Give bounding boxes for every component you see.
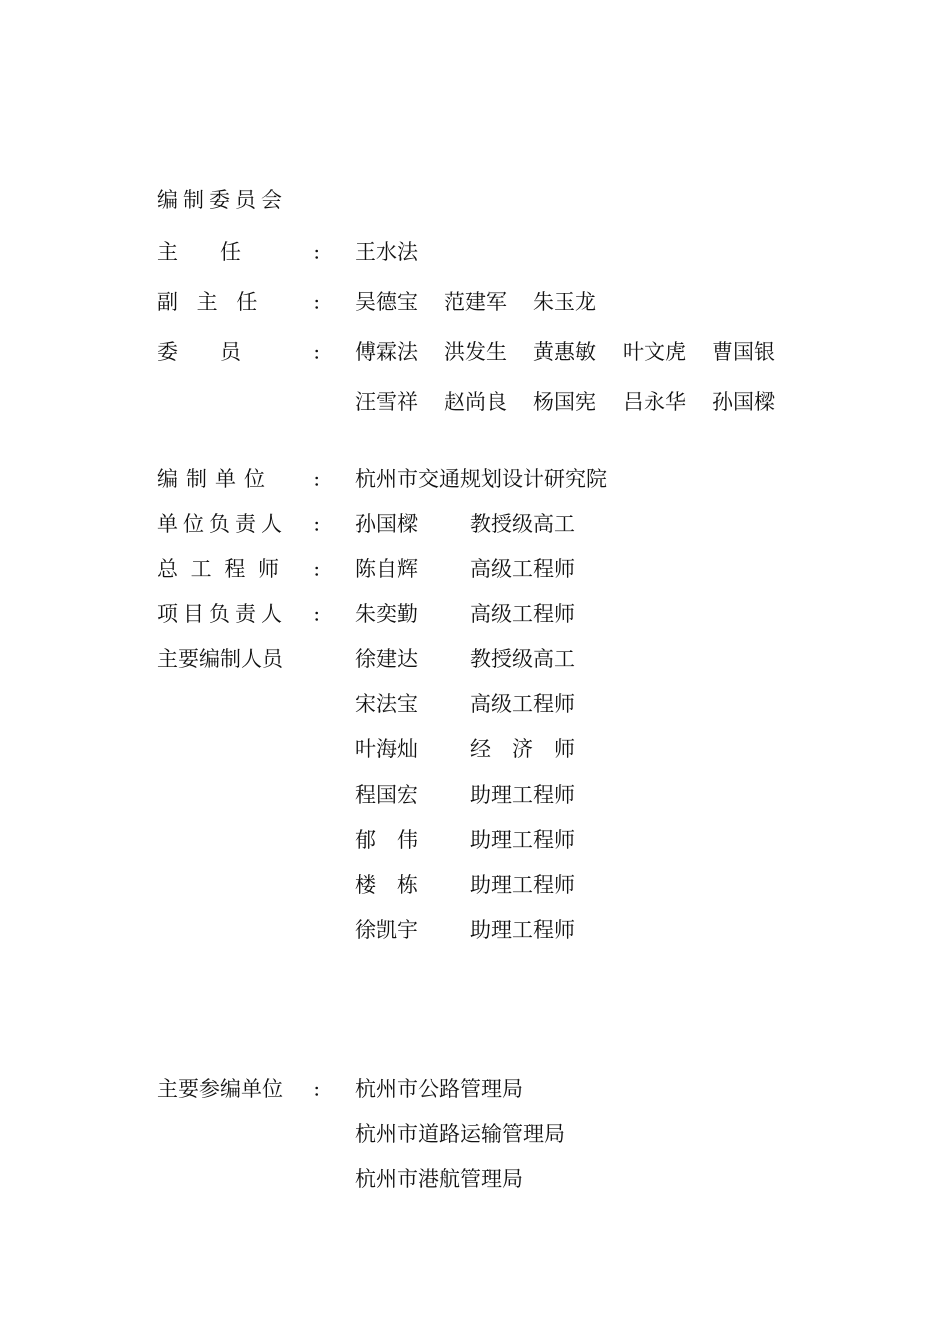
deputy-colon: ：	[313, 294, 330, 313]
participants-colon: ：	[313, 1081, 330, 1100]
participants-label: 主要参编单位	[157, 1077, 283, 1101]
role-colon: ：	[313, 561, 330, 580]
staff-name: 郁 伟	[355, 828, 418, 852]
staff-title: 高级工程师	[470, 692, 575, 716]
staff-label: 主要编制人员	[157, 647, 283, 671]
member-name: 赵尚良	[444, 390, 507, 414]
members-colon: ：	[313, 344, 330, 363]
director-name: 王水法	[355, 240, 418, 264]
deputy-name: 吴德宝	[355, 290, 418, 314]
member-name: 吕永华	[623, 390, 686, 414]
member-name: 杨国宪	[533, 390, 596, 414]
member-name: 黄惠敏	[533, 340, 596, 364]
role-person: 孙国樑	[355, 512, 418, 536]
deputy-label: 副 主 任	[157, 290, 264, 314]
role-title: 高级工程师	[470, 557, 575, 581]
role-person: 陈自辉	[355, 557, 418, 581]
committee-title: 编制委员会	[157, 188, 287, 212]
member-name: 叶文虎	[623, 340, 686, 364]
director-label: 主 任	[157, 240, 241, 264]
staff-name: 宋法宝	[355, 692, 418, 716]
staff-name: 徐凯宇	[355, 918, 418, 942]
role-title: 高级工程师	[470, 602, 575, 626]
role-colon: ：	[313, 606, 330, 625]
unit-name: 杭州市交通规划设计研究院	[355, 467, 607, 491]
role-person: 朱奕勤	[355, 602, 418, 626]
role-label: 单位负责人	[157, 512, 287, 536]
staff-name: 楼 栋	[355, 873, 418, 897]
member-name: 洪发生	[444, 340, 507, 364]
staff-title: 助理工程师	[470, 783, 575, 807]
unit-label: 编制单位	[157, 467, 273, 491]
members-label: 委 员	[157, 340, 241, 364]
member-name: 汪雪祥	[355, 390, 418, 414]
staff-title: 助理工程师	[470, 828, 575, 852]
member-name: 傅霖法	[355, 340, 418, 364]
participant-unit: 杭州市公路管理局	[355, 1077, 523, 1101]
deputy-name: 范建军	[444, 290, 507, 314]
staff-title: 助理工程师	[470, 918, 575, 942]
participant-unit: 杭州市港航管理局	[355, 1167, 523, 1191]
staff-name: 程国宏	[355, 783, 418, 807]
unit-colon: ：	[313, 471, 330, 490]
deputy-name: 朱玉龙	[533, 290, 596, 314]
role-label: 总 工 程 师	[157, 557, 283, 581]
member-name: 曹国银	[712, 340, 775, 364]
staff-title: 教授级高工	[470, 647, 575, 671]
staff-title: 经 济 师	[470, 737, 575, 761]
participant-unit: 杭州市道路运输管理局	[355, 1122, 565, 1146]
staff-name: 徐建达	[355, 647, 418, 671]
director-colon: ：	[313, 244, 330, 263]
staff-title: 助理工程师	[470, 873, 575, 897]
role-label: 项目负责人	[157, 602, 287, 626]
role-title: 教授级高工	[470, 512, 575, 536]
staff-name: 叶海灿	[355, 737, 418, 761]
member-name: 孙国樑	[712, 390, 775, 414]
role-colon: ：	[313, 516, 330, 535]
